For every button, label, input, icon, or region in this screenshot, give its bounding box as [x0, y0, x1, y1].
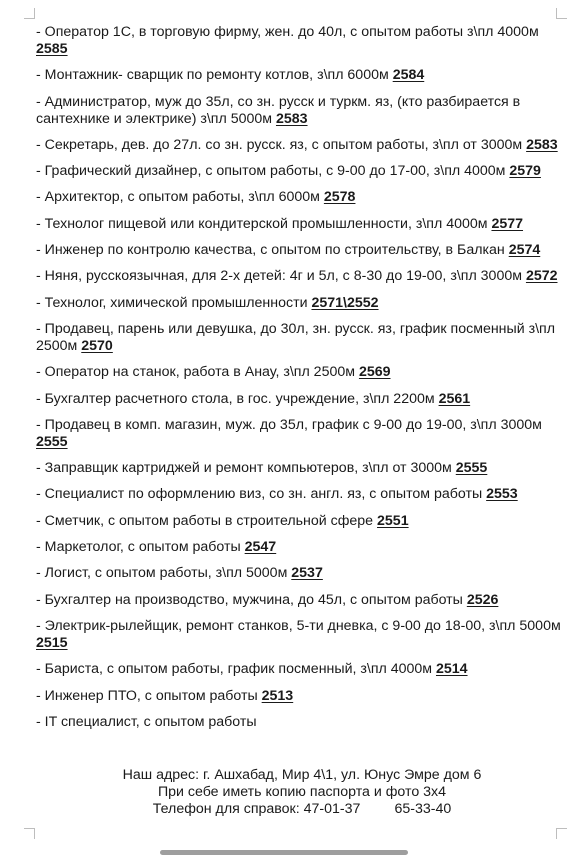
job-code: 2547: [244, 539, 277, 556]
job-code: 2555: [36, 433, 68, 450]
job-description: - Заправщик картриджей и ремонт компьютеров, з\пл от 3000м: [36, 460, 456, 477]
job-code: 2585: [36, 41, 68, 57]
job-code: 2551: [377, 512, 409, 529]
job-code: 2569: [358, 364, 391, 381]
job-listing: [36, 163, 568, 180]
job-code: 2561: [438, 390, 471, 407]
job-code: 2553: [486, 486, 518, 503]
job-description: - Специалист по оформлению виз, со зн. англ. яз, с опытом работы: [36, 486, 487, 503]
job-code: 2515: [36, 634, 68, 651]
job-code: 2579: [509, 163, 541, 180]
job-listing: [36, 688, 568, 705]
job-listing: [36, 216, 568, 233]
page-corner-mark: [556, 828, 567, 839]
job-description: - Инженер по контролю качества, с опытом по строительству, в Балкан: [36, 242, 509, 259]
job-listing: [36, 391, 568, 408]
job-code: 2583: [526, 136, 558, 153]
job-listing: [36, 565, 568, 582]
job-listing: [36, 24, 568, 58]
job-description: - Графический дизайнер, с опытом работы, с 9-00 до 17-00, з\пл 4000м: [36, 163, 510, 180]
job-listing: [36, 460, 568, 477]
job-description: - Продавец в комп. магазин, муж. до 35л, график с 9-00 до 19-00, з\пл 3000м: [36, 416, 542, 433]
job-listing: [36, 364, 568, 381]
documents-line: При себе иметь копию паспорта и фото 3х4: [157, 784, 447, 800]
address-line: Наш адрес: г. Ашхабад, Мир 4\1, ул. Юнус Эмре дом 6: [122, 767, 482, 783]
job-code: 2537: [291, 565, 323, 582]
job-description: - Технолог пищевой или кондитерской промышленности, з\пл 4000м: [36, 215, 492, 232]
job-listing: [36, 486, 568, 503]
job-listing: [36, 268, 568, 285]
phone-number-1: Телефон для справок: 47-01-37: [152, 801, 361, 817]
job-description: - Няня, русскоязычная, для 2-х детей: 4г и 5л, с 8-30 до 19-00, з\пл 3000м: [36, 268, 526, 285]
job-description: - Оператор на станок, работа в Анау, з\пл 2500м: [36, 364, 359, 381]
job-list: [36, 24, 568, 740]
phone-line: [36, 801, 568, 818]
job-listing: [36, 94, 568, 128]
job-code: 2578: [323, 189, 356, 206]
job-listing: [36, 714, 568, 731]
job-description: - Монтажник- сварщик по ремонту котлов, з\пл 6000м: [36, 67, 393, 84]
job-listing: [36, 321, 568, 355]
job-code: 2584: [392, 67, 425, 84]
job-listing: [36, 539, 568, 556]
job-description: - Маркетолог, с опытом работы: [36, 539, 245, 556]
job-listing: [36, 513, 568, 530]
job-description: - Бухгалтер расчетного стола, в гос. учреждение, з\пл 2200м: [36, 390, 439, 407]
job-description: - Технолог, химической промышленности: [36, 294, 312, 311]
job-description: - Сметчик, с опытом работы в строительной сфере: [36, 512, 378, 529]
phone-number-2: 65-33-40: [394, 801, 452, 817]
page-corner-mark: [24, 828, 35, 839]
job-description: - Инженер ПТО, с опытом работы: [36, 687, 262, 704]
job-code: 2577: [491, 215, 524, 232]
job-listing: [36, 417, 568, 451]
job-listing: [36, 592, 568, 609]
job-code: 2571\2552: [311, 294, 379, 311]
job-description: - Администратор, муж до 35л, со зн. русск и туркм. яз, (кто разбирается в сантехнике и электрике) з\пл 5000м: [36, 93, 521, 127]
contact-footer: [36, 767, 568, 818]
job-description: - Бариста, с опытом работы, график посменный, з\пл 4000м: [36, 661, 436, 678]
job-listing: [36, 137, 568, 154]
job-description: - Логист, с опытом работы, з\пл 5000м: [36, 565, 292, 582]
job-description: - IT специалист, с опытом работы: [36, 713, 257, 730]
job-description: - Бухгалтер на производство, мужчина, до 45л, с опытом работы: [36, 591, 467, 608]
page-corner-mark: [24, 8, 35, 19]
job-code: 2514: [435, 661, 468, 678]
job-listing: [36, 242, 568, 259]
job-code: 2555: [455, 460, 488, 477]
job-code: 2526: [466, 591, 499, 608]
job-listing: [36, 189, 568, 206]
horizontal-scrollbar[interactable]: [160, 850, 408, 855]
job-code: 2513: [261, 687, 294, 704]
job-code: 2583: [275, 110, 308, 127]
job-description: - Секретарь, дев. до 27л. со зн. русск. яз, с опытом работы, з\пл от 3000м: [36, 136, 527, 153]
job-code: 2570: [81, 337, 113, 354]
job-code: 2574: [508, 242, 541, 259]
job-listing: [36, 295, 568, 312]
job-description: - Архитектор, с опытом работы, з\пл 6000м: [36, 189, 324, 206]
job-listing: [36, 618, 568, 652]
job-description: - Оператор 1С, в торговую фирму, жен. до 40л, с опытом работы з\пл 4000м: [36, 24, 539, 40]
job-description: - Продавец, парень или девушка, до 30л, зн. русск. яз, график посменный з\пл 2500м: [36, 320, 555, 354]
page-corner-mark: [556, 8, 567, 19]
job-code: 2572: [525, 268, 558, 285]
job-listing: [36, 67, 568, 84]
job-description: - Электрик-рылейщик, ремонт станков, 5-ти дневка, с 9-00 до 18-00, з\пл 5000м: [36, 617, 561, 634]
job-listing: [36, 661, 568, 678]
